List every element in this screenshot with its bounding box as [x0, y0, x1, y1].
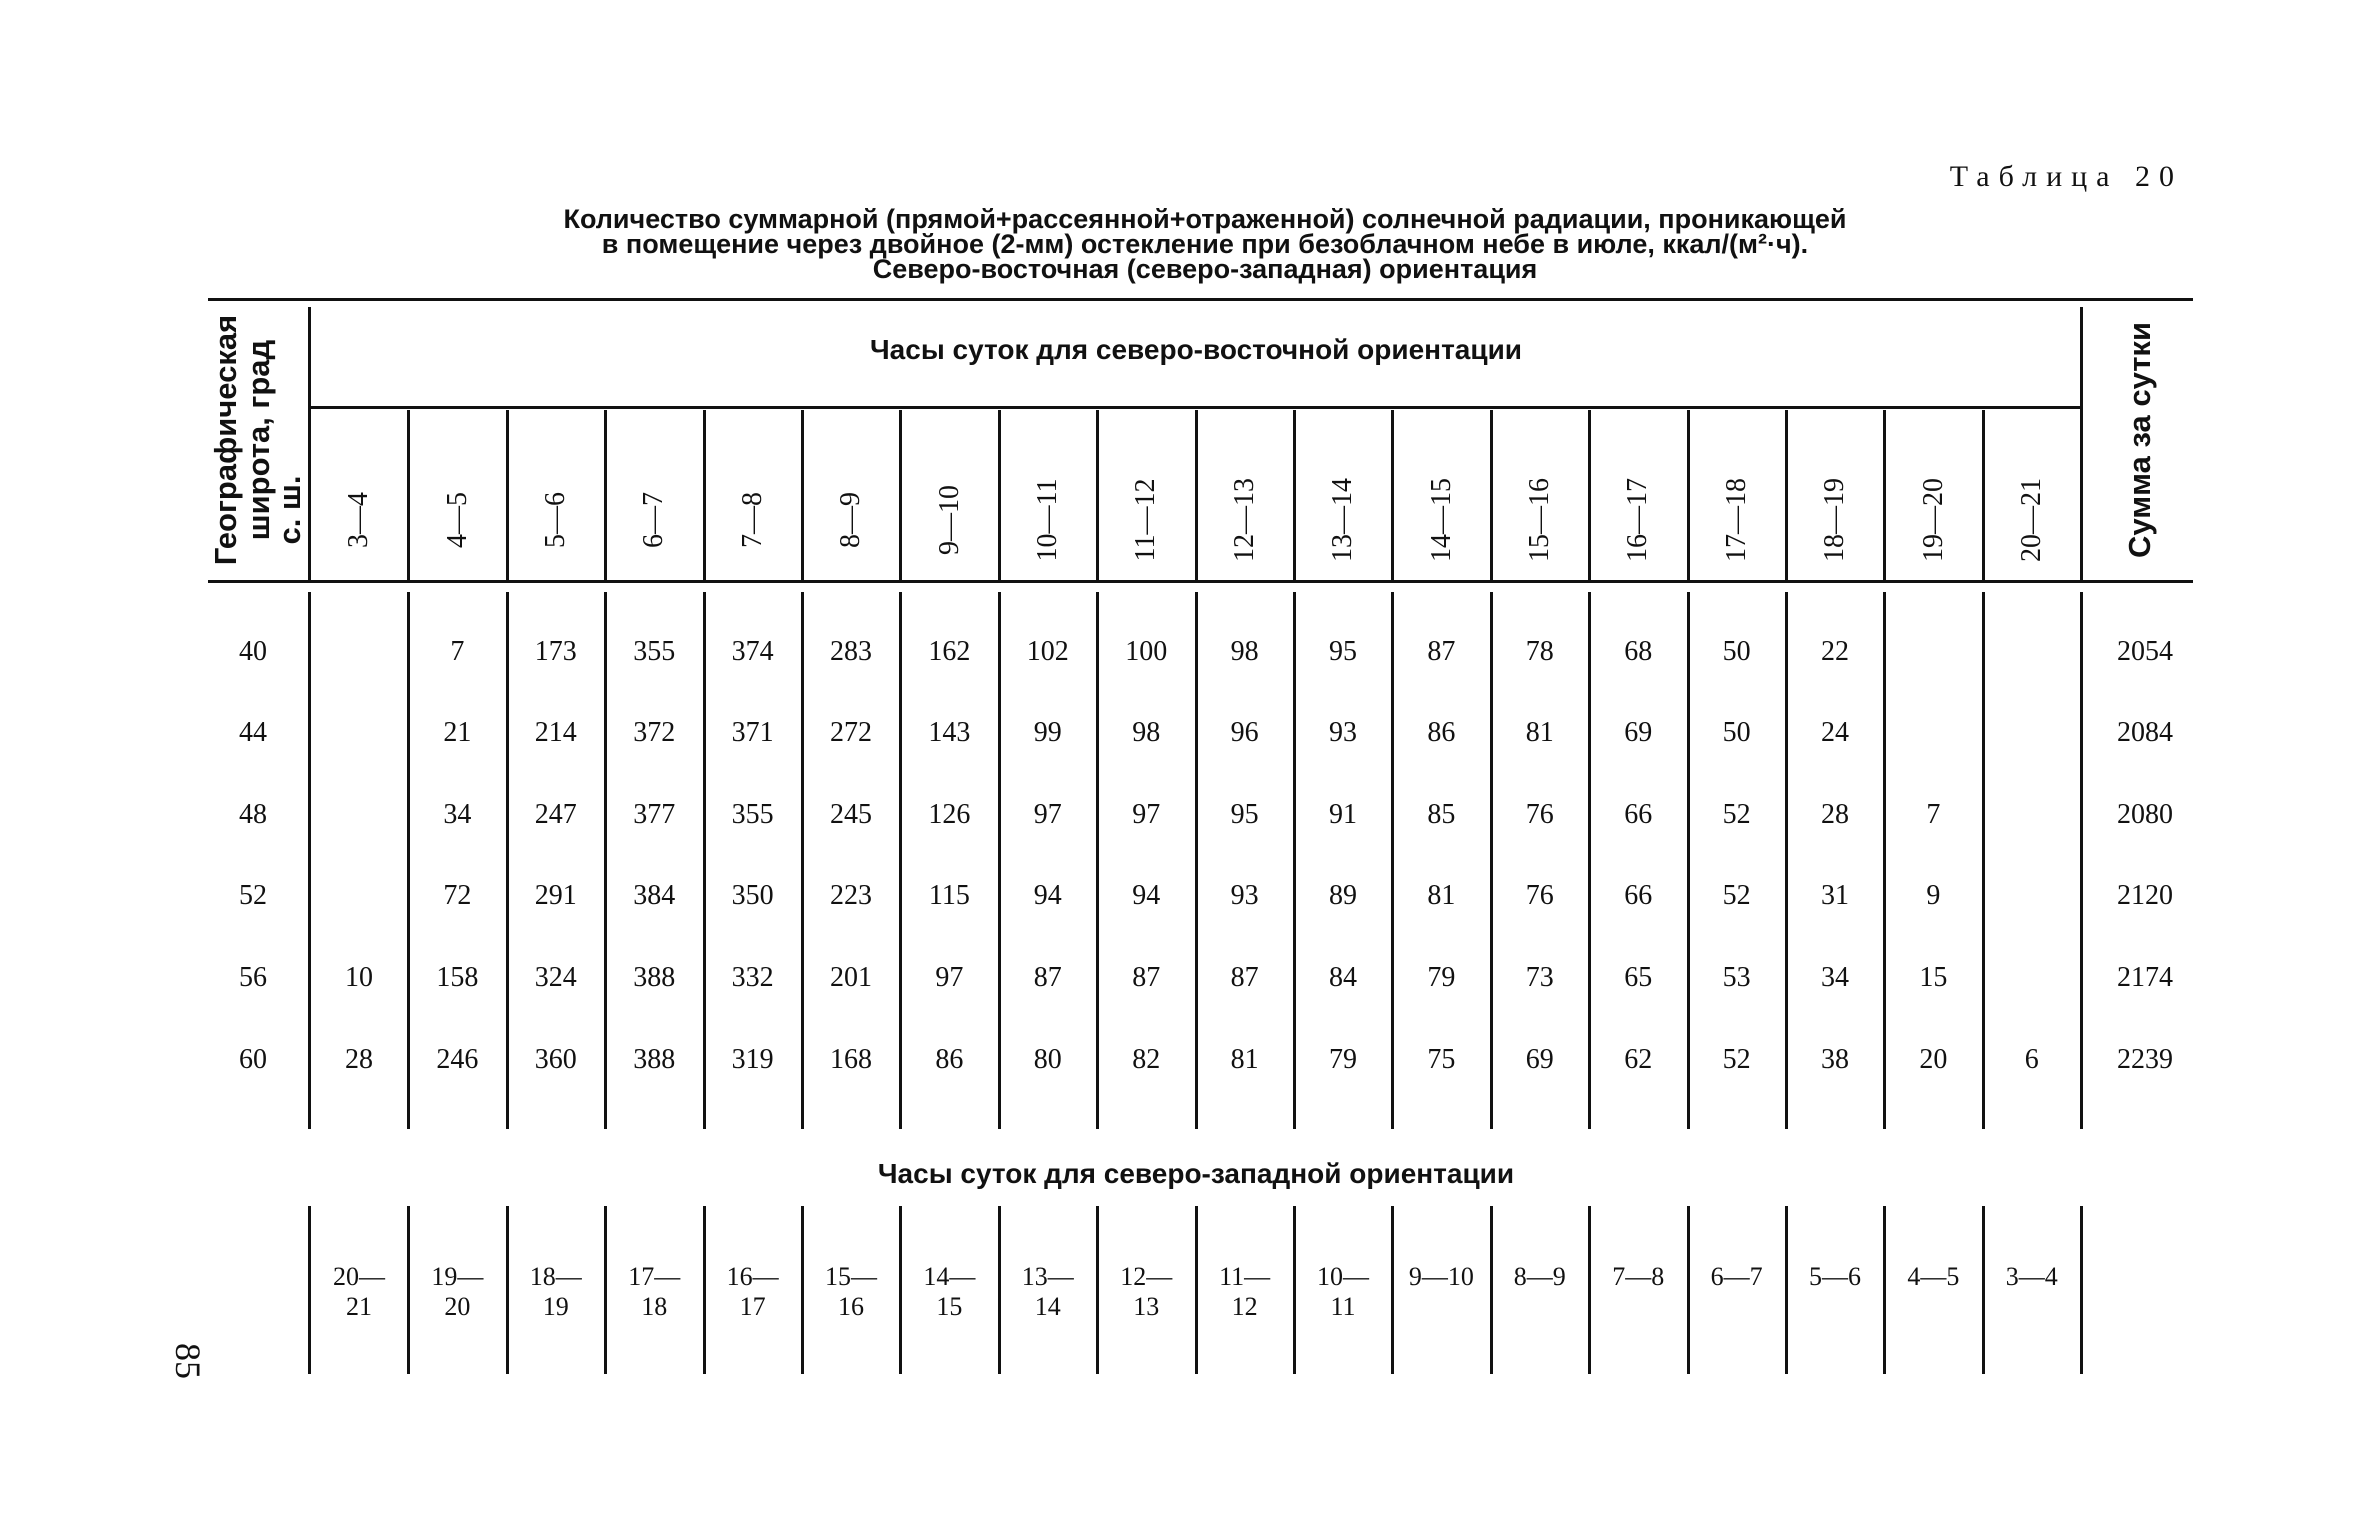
radiation-value-cell: 324: [534, 962, 577, 993]
radiation-value-cell: 78: [1525, 636, 1554, 667]
radiation-value-cell: 6: [2024, 1044, 2039, 1075]
radiation-value-cell: 50: [1722, 717, 1751, 748]
header-col-separator: [1883, 410, 1886, 580]
nw-hour-label: 15— 16: [825, 1262, 877, 1321]
radiation-value-cell: 81: [1230, 1044, 1259, 1075]
nw-hour-label: 16— 17: [726, 1262, 779, 1321]
radiation-value-cell: 9: [1926, 880, 1941, 911]
radiation-value-cell: 100: [1125, 636, 1168, 667]
radiation-value-cell: 272: [830, 717, 872, 748]
table-title-line1: Количество суммарной (прямой+рассеянной+отраженной) солнечной радиации, проникающей: [563, 204, 1847, 234]
nw-hour-label: 10— 11: [1317, 1262, 1369, 1321]
radiation-value-cell: 73: [1525, 962, 1554, 993]
header-col-separator: [1785, 410, 1788, 580]
hour-column-header: 6—7: [638, 492, 670, 548]
latitude-cell: 40: [239, 636, 267, 667]
nw-hours-header: Часы суток для северо-западной ориентации: [877, 1158, 1515, 1189]
radiation-value-cell: 66: [1624, 880, 1653, 911]
latitude-header-line1: Географическая: [208, 314, 243, 566]
radiation-value-cell: 158: [436, 962, 479, 993]
table-label: Таблица 20: [1949, 160, 2183, 193]
radiation-value-cell: 173: [534, 636, 577, 667]
header-col-separator: [1293, 410, 1296, 580]
latitude-header-line3: с. ш.: [272, 475, 307, 545]
radiation-value-cell: 384: [633, 880, 676, 911]
radiation-value-cell: 388: [633, 962, 676, 993]
radiation-value-cell: 52: [1722, 799, 1751, 830]
radiation-value-cell: 87: [1132, 962, 1161, 993]
radiation-value-cell: 350: [731, 880, 774, 911]
radiation-value-cell: 68: [1624, 636, 1653, 667]
radiation-value-cell: 332: [731, 962, 774, 993]
radiation-value-cell: 65: [1624, 962, 1653, 993]
radiation-value-cell: 360: [534, 1044, 577, 1075]
latitude-header-line2: широта, град: [241, 339, 276, 541]
page-number: 85: [168, 1343, 208, 1379]
table-top-rule: [208, 298, 2193, 301]
radiation-value-cell: 377: [633, 799, 676, 830]
radiation-value-cell: 98: [1132, 717, 1161, 748]
radiation-value-cell: 93: [1329, 717, 1357, 748]
nw-hour-label: 3—4: [2005, 1262, 2058, 1291]
radiation-value-cell: 374: [731, 636, 774, 667]
radiation-value-cell: 96: [1230, 717, 1259, 748]
header-col-separator: [1982, 410, 1985, 580]
latitude-cell: 44: [239, 717, 267, 748]
hour-column-header: 10—11: [1032, 478, 1063, 562]
radiation-value-cell: 85: [1427, 799, 1456, 830]
radiation-value-cell: 168: [830, 1044, 872, 1075]
ne-hours-header: Часы суток для северо-восточной ориентации: [870, 334, 1522, 365]
hour-column-header: 9—10: [933, 485, 965, 555]
radiation-value-cell: 82: [1132, 1044, 1161, 1075]
daily-sum-cell: 2239: [2117, 1044, 2173, 1075]
radiation-value-cell: 102: [1026, 636, 1069, 667]
radiation-value-cell: 283: [830, 636, 872, 667]
radiation-value-cell: 52: [1722, 880, 1751, 911]
nw-hour-label: 18— 19: [529, 1262, 582, 1321]
nw-hour-label: 7—8: [1612, 1262, 1665, 1291]
daily-sum-cell: 2080: [2117, 799, 2173, 830]
radiation-value-cell: 98: [1230, 636, 1259, 667]
radiation-value-cell: 115: [928, 880, 970, 911]
nw-hour-label: 20— 21: [333, 1262, 385, 1321]
header-col-separator: [1096, 410, 1099, 580]
radiation-value-cell: 7: [1926, 799, 1941, 830]
radiation-value-cell: 91: [1329, 799, 1357, 830]
radiation-value-cell: 86: [1427, 717, 1456, 748]
nw-hour-label: 6—7: [1710, 1262, 1763, 1291]
radiation-value-cell: 66: [1624, 799, 1653, 830]
radiation-value-cell: 201: [830, 962, 872, 993]
radiation-value-cell: 95: [1230, 799, 1259, 830]
radiation-value-cell: 87: [1230, 962, 1259, 993]
radiation-value-cell: 371: [731, 717, 774, 748]
hours-header-rule: [310, 406, 2082, 409]
header-col-separator: [1391, 410, 1394, 580]
hour-column-header: 7—8: [736, 492, 768, 548]
header-col-separator: [1588, 410, 1591, 580]
radiation-value-cell: 20: [1919, 1044, 1948, 1075]
radiation-value-cell: 95: [1329, 636, 1357, 667]
radiation-value-cell: 21: [443, 717, 472, 748]
table-title-line2: в помещение через двойное (2-мм) остекление при безоблачном небе в июле, ккал/(м²·ч).: [601, 229, 1809, 259]
radiation-value-cell: 7: [450, 636, 465, 667]
nw-hour-label: 19— 20: [431, 1262, 484, 1321]
radiation-value-cell: 246: [436, 1044, 479, 1075]
header-col-separator: [899, 410, 902, 580]
radiation-value-cell: 15: [1919, 962, 1948, 993]
radiation-value-cell: 24: [1821, 717, 1849, 748]
latitude-cell: 60: [239, 1044, 267, 1075]
radiation-value-cell: 319: [731, 1044, 774, 1075]
header-col-separator: [1490, 410, 1493, 580]
radiation-value-cell: 10: [345, 962, 373, 993]
radiation-value-cell: 79: [1329, 1044, 1357, 1075]
radiation-value-cell: 52: [1722, 1044, 1751, 1075]
nw-hour-label: 13— 14: [1021, 1262, 1074, 1321]
radiation-value-cell: 72: [443, 880, 472, 911]
radiation-value-cell: 245: [830, 799, 872, 830]
radiation-value-cell: 28: [345, 1044, 373, 1075]
radiation-value-cell: 247: [534, 799, 577, 830]
hour-column-header: 17—18: [1720, 478, 1752, 562]
radiation-value-cell: 22: [1821, 636, 1849, 667]
hour-column-header: 14—15: [1425, 478, 1457, 562]
daily-sum-cell: 2054: [2117, 636, 2173, 667]
hour-column-header: 19—20: [1917, 478, 1949, 562]
radiation-value-cell: 223: [830, 880, 872, 911]
radiation-value-cell: 355: [731, 799, 774, 830]
radiation-value-cell: 126: [928, 799, 971, 830]
nw-hour-label: 9—10: [1408, 1262, 1474, 1291]
radiation-value-cell: 38: [1821, 1044, 1849, 1075]
radiation-value-cell: 143: [928, 717, 971, 748]
hour-column-header: 20—21: [2016, 478, 2047, 562]
sum-col-separator-top: [2080, 307, 2083, 580]
radiation-value-cell: 79: [1427, 962, 1456, 993]
radiation-value-cell: 69: [1525, 1044, 1554, 1075]
latitude-cell: 56: [239, 962, 267, 993]
lat-col-separator-top: [308, 307, 311, 580]
radiation-value-cell: 388: [633, 1044, 676, 1075]
nw-hour-label: 4—5: [1907, 1262, 1960, 1291]
radiation-value-cell: 76: [1525, 880, 1554, 911]
radiation-value-cell: 75: [1427, 1044, 1456, 1075]
nw-hour-label: 12— 13: [1120, 1262, 1173, 1321]
hour-column-header: 15—16: [1524, 478, 1555, 562]
hour-column-header: 3—4: [343, 492, 375, 548]
nw-hour-label: 5—6: [1809, 1262, 1861, 1291]
radiation-value-cell: 355: [633, 636, 676, 667]
hour-column-header: 13—14: [1327, 478, 1359, 562]
radiation-value-cell: 214: [534, 717, 577, 748]
radiation-value-cell: 94: [1132, 880, 1161, 911]
latitude-cell: 48: [239, 799, 267, 830]
hour-column-header: 11—12: [1130, 478, 1162, 562]
daily-sum-cell: 2174: [2117, 962, 2173, 993]
header-col-separator: [801, 410, 804, 580]
radiation-value-cell: 50: [1722, 636, 1751, 667]
radiation-value-cell: 86: [935, 1044, 964, 1075]
daily-sum-header: Сумма за сутки: [2122, 322, 2157, 558]
hour-column-header: 5—6: [540, 492, 571, 548]
radiation-value-cell: 87: [1427, 636, 1456, 667]
radiation-value-cell: 93: [1230, 880, 1259, 911]
daily-sum-cell: 2120: [2117, 880, 2173, 911]
hour-column-header: 8—9: [835, 492, 867, 548]
radiation-value-cell: 69: [1624, 717, 1653, 748]
radiation-value-cell: 34: [1821, 962, 1849, 993]
hour-column-header: 12—13: [1228, 478, 1260, 562]
radiation-value-cell: 62: [1624, 1044, 1653, 1075]
radiation-value-cell: 80: [1033, 1044, 1062, 1075]
nw-hour-label: 17— 18: [628, 1262, 681, 1321]
radiation-value-cell: 99: [1033, 717, 1062, 748]
latitude-cell: 52: [239, 880, 267, 911]
radiation-value-cell: 89: [1329, 880, 1357, 911]
table-title-line3: Северо-восточная (северо-западная) ориентация: [872, 254, 1538, 284]
radiation-value-cell: 94: [1033, 880, 1062, 911]
radiation-value-cell: 81: [1427, 880, 1456, 911]
radiation-value-cell: 81: [1525, 717, 1554, 748]
hour-column-header: 16—17: [1622, 478, 1654, 562]
header-bottom-rule: [208, 580, 2193, 583]
radiation-value-cell: 34: [443, 799, 472, 830]
radiation-value-cell: 162: [928, 636, 971, 667]
nw-hour-label: 11— 12: [1219, 1262, 1271, 1321]
header-col-separator: [1195, 410, 1198, 580]
nw-hour-label: 8—9: [1513, 1262, 1566, 1291]
header-col-separator: [407, 410, 410, 580]
radiation-value-cell: 87: [1033, 962, 1062, 993]
daily-sum-cell: 2084: [2117, 717, 2173, 748]
radiation-value-cell: 76: [1525, 799, 1554, 830]
header-col-separator: [604, 410, 607, 580]
radiation-value-cell: 97: [1033, 799, 1062, 830]
header-col-separator: [1687, 410, 1690, 580]
radiation-value-cell: 84: [1329, 962, 1357, 993]
radiation-value-cell: 31: [1821, 880, 1849, 911]
radiation-value-cell: 97: [1132, 799, 1161, 830]
radiation-value-cell: 28: [1821, 799, 1849, 830]
radiation-value-cell: 372: [633, 717, 676, 748]
hour-column-header: 18—19: [1819, 478, 1851, 562]
header-col-separator: [506, 410, 509, 580]
hour-column-header: 4—5: [441, 492, 473, 548]
header-col-separator: [703, 410, 706, 580]
header-col-separator: [998, 410, 1001, 580]
nw-hour-label: 14— 15: [923, 1262, 976, 1321]
radiation-value-cell: 97: [935, 962, 964, 993]
radiation-value-cell: 53: [1722, 962, 1751, 993]
radiation-value-cell: 291: [534, 880, 577, 911]
